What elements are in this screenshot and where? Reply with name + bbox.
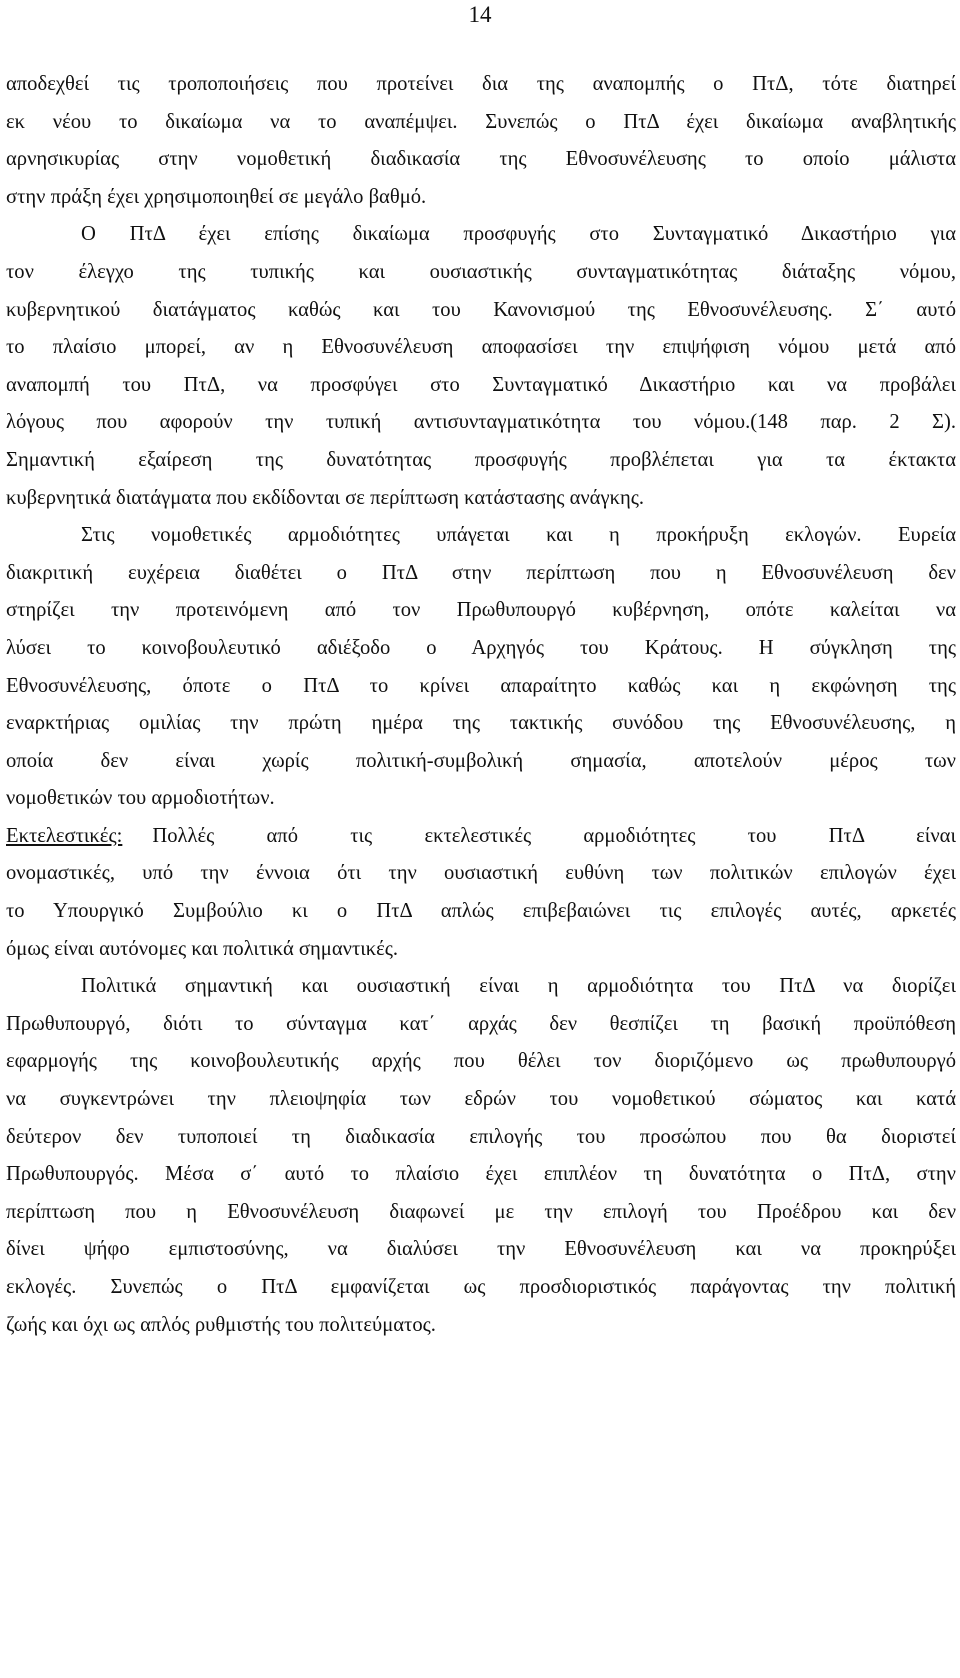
text-line bbox=[6, 141, 956, 179]
line-text: Σημαντική εξαίρεση της δυνατότητας προσφυγής προβλέπεται για τα έκτακτα bbox=[6, 448, 956, 471]
text-line bbox=[6, 1081, 956, 1119]
line-text: το Υπουργικό Συμβούλιο κι ο ΠτΔ απλώς επιβεβαιώνει τις επιλογές αυτές, αρκετές bbox=[6, 900, 956, 923]
text-line bbox=[6, 1231, 956, 1269]
line-text: αποδεχθεί τις τροποποιήσεις που προτείνει δια της αναπομπής ο ΠτΔ, τότε διατηρεί bbox=[6, 73, 956, 95]
text-line bbox=[6, 179, 956, 217]
line-text: λόγους που αφορούν την τυπική αντισυνταγματικότητα του νόμου.(148 παρ. 2 Σ). bbox=[6, 411, 956, 434]
text-line bbox=[6, 66, 956, 104]
line-text: εκ νέου το δικαίωμα να το αναπέμψει. Συνεπώς ο ΠτΔ έχει δικαίωμα αναβλητικής bbox=[6, 110, 956, 133]
line-text: Πολλές από τις εκτελεστικές αρμοδιότητες του ΠτΔ είναι bbox=[152, 824, 956, 847]
line-text: αρνησικυρίας στην νομοθετική διαδικασία της Εθνοσυνέλευσης το οποίο μάλιστα bbox=[6, 148, 956, 171]
text-line bbox=[6, 855, 956, 893]
text-line bbox=[6, 1269, 956, 1307]
text-line bbox=[6, 931, 956, 969]
line-text: Εθνοσυνέλευσης, όποτε ο ΠτΔ το κρίνει απαραίτητο καθώς και η εκφώνηση της bbox=[6, 674, 956, 697]
text-line bbox=[6, 1156, 956, 1194]
line-text: εκλογές. Συνεπώς ο ΠτΔ εμφανίζεται ως προσδιοριστικός παράγοντας την πολιτική bbox=[6, 1276, 956, 1298]
text-line bbox=[6, 104, 956, 142]
line-text: αναπομπή του ΠτΔ, να προσφύγει στο Συνταγματικό Δικαστήριο και να προβάλει bbox=[6, 373, 956, 396]
text-line bbox=[6, 480, 956, 518]
text-line bbox=[6, 367, 956, 405]
line-text: κυβερνητικά διατάγματα που εκδίδονται σε περίπτωση κατάστασης ανάγκης. bbox=[6, 486, 645, 509]
text-line bbox=[6, 254, 956, 292]
line-text: το πλαίσιο μπορεί, αν η Εθνοσυνέλευση αποφασίσει την επιψήφιση νόμου μετά από bbox=[6, 336, 956, 359]
text-line bbox=[6, 705, 956, 743]
line-text: στηρίζει την προτεινόμενη από τον Πρωθυπουργό κυβέρνηση, οπότε καλείται να bbox=[6, 599, 956, 622]
text-line bbox=[6, 630, 956, 668]
text-line bbox=[6, 442, 956, 480]
line-text: περίπτωση που η Εθνοσυνέλευση διαφωνεί με την επιλογή του Προέδρου και δεν bbox=[6, 1200, 956, 1223]
text-line bbox=[6, 780, 956, 818]
line-text: Στις νομοθετικές αρμοδιότητες υπάγεται και η προκήρυξη εκλογών. Ευρεία bbox=[81, 524, 956, 547]
line-text: Πολιτικά σημαντική και ουσιαστική είναι η αρμοδιότητα του ΠτΔ να διορίζει bbox=[81, 975, 956, 998]
line-text: διακριτική ευχέρεια διαθέτει ο ΠτΔ στην περίπτωση που η Εθνοσυνέλευση δεν bbox=[6, 561, 956, 584]
text-line bbox=[6, 1043, 956, 1081]
line-text: νομοθετικών του αρμοδιοτήτων. bbox=[6, 787, 275, 810]
text-line bbox=[6, 1119, 956, 1157]
text-line bbox=[6, 555, 956, 593]
line-text: Πρωθυπουργό, διότι το σύνταγμα κατ΄ αρχάς δεν θεσπίζει τη βασική προϋπόθεση bbox=[6, 1012, 956, 1035]
line-text: να συγκεντρώνει την πλειοψηφία των εδρών του νομοθετικού σώματος και κατά bbox=[6, 1088, 956, 1111]
text-line bbox=[6, 818, 956, 856]
line-text: δίνει ψήφο εμπιστοσύνης, να διαλύσει την Εθνοσυνέλευση και να προκηρύξει bbox=[6, 1238, 956, 1261]
line-text: στην πράξη έχει χρησιμοποιηθεί σε μεγάλο βαθμό. bbox=[6, 185, 427, 208]
line-text: όμως είναι αυτόνομες και πολιτικά σημαντικές. bbox=[6, 937, 399, 960]
text-line bbox=[6, 592, 956, 630]
text-line bbox=[6, 216, 956, 254]
text-line bbox=[6, 404, 956, 442]
text-line bbox=[6, 968, 956, 1006]
line-text: ονομαστικές, υπό την έννοια ότι την ουσιαστική ευθύνη των πολιτικών επιλογών έχει bbox=[6, 862, 956, 885]
text-line bbox=[6, 668, 956, 706]
page-number: 14 bbox=[468, 2, 492, 27]
text-line bbox=[6, 329, 956, 367]
line-text: Πρωθυπουργός. Μέσα σ΄ αυτό το πλαίσιο έχει επιπλέον τη δυνατότητα ο ΠτΔ, στην bbox=[6, 1163, 956, 1186]
text-line bbox=[6, 893, 956, 931]
document-body bbox=[6, 66, 956, 1344]
text-line bbox=[6, 517, 956, 555]
line-text: ζωής και όχι ως απλός ρυθμιστής του πολιτεύματος. bbox=[6, 1313, 436, 1336]
line-text: εφαρμογής της κοινοβουλευτικής αρχής που θέλει τον διοριζόμενο ως πρωθυπουργό bbox=[6, 1050, 956, 1073]
line-text: κυβερνητικού διατάγματος καθώς και του Κανονισμού της Εθνοσυνέλευσης. Σ΄ αυτό bbox=[6, 298, 956, 321]
line-text: οποία δεν είναι χωρίς πολιτική-συμβολική σημασία, αποτελούν μέρος των bbox=[6, 749, 956, 772]
section-heading: Εκτελεστικές: bbox=[6, 824, 123, 847]
line-text: εναρκτήριας ομιλίας την πρώτη ημέρα της τακτικής συνόδου της Εθνοσυνέλευσης, η bbox=[6, 712, 956, 735]
line-text: τον έλεγχο της τυπικής και ουσιαστικής συνταγματικότητας διάταξης νόμου, bbox=[6, 260, 956, 283]
line-text: Ο ΠτΔ έχει επίσης δικαίωμα προσφυγής στο Συνταγματικό Δικαστήριο για bbox=[81, 223, 956, 246]
text-line bbox=[6, 1194, 956, 1232]
text-line bbox=[6, 1006, 956, 1044]
text-line bbox=[6, 743, 956, 781]
text-line bbox=[6, 1307, 956, 1345]
line-text: δεύτερον δεν τυποποιεί τη διαδικασία επιλογής του προσώπου που θα διοριστεί bbox=[6, 1125, 956, 1148]
line-text: λύσει το κοινοβουλευτικό αδιέξοδο ο Αρχηγός του Κράτους. Η σύγκληση της bbox=[6, 636, 956, 659]
text-line bbox=[6, 292, 956, 330]
